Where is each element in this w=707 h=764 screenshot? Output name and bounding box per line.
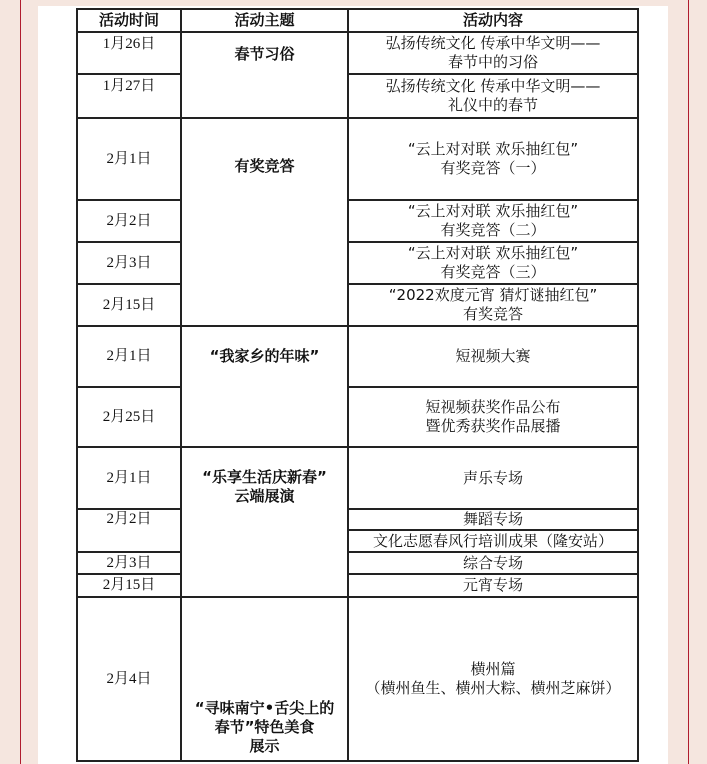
content-line: “云上对对联 欢乐抽红包” bbox=[407, 244, 579, 262]
date-cell: 1月26日 bbox=[77, 32, 181, 74]
theme-line: “乐享生活庆新春” bbox=[202, 468, 327, 486]
date-cell: 2月25日 bbox=[77, 387, 181, 447]
table-row bbox=[77, 326, 638, 387]
date-cell: 2月2日 bbox=[77, 509, 181, 552]
content-cell bbox=[348, 597, 638, 761]
content-cell bbox=[348, 32, 638, 74]
right-frame-line bbox=[688, 0, 689, 764]
table-row bbox=[77, 118, 638, 200]
content-cell bbox=[348, 552, 638, 574]
date-cell: 2月3日 bbox=[77, 242, 181, 284]
content-cell bbox=[348, 74, 638, 118]
header-date: 活动时间 bbox=[77, 9, 181, 32]
content-cell bbox=[348, 242, 638, 284]
content-line: 元宵专场 bbox=[462, 576, 523, 594]
left-frame-line bbox=[20, 0, 21, 764]
content-cell bbox=[348, 118, 638, 200]
content-line: “云上对对联 欢乐抽红包” bbox=[407, 202, 579, 220]
date-cell: 2月15日 bbox=[77, 284, 181, 326]
table-row bbox=[77, 387, 638, 447]
table-row bbox=[77, 447, 638, 509]
content-line: 弘扬传统文化 传承中华文明—— bbox=[385, 77, 601, 95]
content-line: 横州篇 bbox=[470, 660, 516, 678]
table-row bbox=[77, 242, 638, 284]
table-row bbox=[77, 552, 638, 574]
date-cell: 1月27日 bbox=[77, 74, 181, 118]
theme-line: “寻味南宁•舌尖上的 bbox=[194, 699, 335, 717]
content-line: 暨优秀获奖作品展播 bbox=[425, 417, 561, 435]
date-cell: 2月1日 bbox=[77, 118, 181, 200]
table-row bbox=[77, 200, 638, 242]
content-line: 文化志愿春风行培训成果（隆安站） bbox=[372, 531, 613, 550]
content-line: 短视频大赛 bbox=[455, 347, 531, 365]
table-row bbox=[77, 509, 638, 530]
date-cell: 2月3日 bbox=[77, 552, 181, 574]
theme-cell: 春节习俗 bbox=[181, 32, 348, 118]
content-cell bbox=[348, 530, 638, 552]
date-cell: 2月15日 bbox=[77, 574, 181, 597]
theme-cell bbox=[181, 447, 348, 597]
date-cell: 2月4日 bbox=[77, 597, 181, 761]
content-line: 有奖竞答（二） bbox=[440, 221, 546, 239]
content-line: 有奖竞答 bbox=[462, 305, 523, 323]
content-line: 综合专场 bbox=[462, 553, 523, 572]
content-line: 短视频获奖作品公布 bbox=[425, 398, 561, 416]
table-row bbox=[77, 597, 638, 761]
theme-cell bbox=[181, 597, 348, 761]
content-line: 弘扬传统文化 传承中华文明—— bbox=[385, 34, 601, 52]
table-header-row bbox=[77, 9, 638, 32]
content-line: 有奖竞答（一） bbox=[440, 159, 546, 177]
content-cell bbox=[348, 284, 638, 326]
theme-cell: 有奖竞答 bbox=[181, 118, 348, 326]
table-row bbox=[77, 574, 638, 597]
header-theme: 活动主题 bbox=[181, 9, 348, 32]
theme-cell: “我家乡的年味” bbox=[181, 326, 348, 447]
theme-line: 云端展演 bbox=[234, 487, 295, 505]
content-cell bbox=[348, 387, 638, 447]
content-line: 声乐专场 bbox=[462, 468, 523, 487]
date-cell: 2月1日 bbox=[77, 326, 181, 387]
header-content: 活动内容 bbox=[348, 9, 638, 32]
content-cell bbox=[348, 200, 638, 242]
activity-schedule-table bbox=[76, 8, 639, 762]
content-line: （横州鱼生、横州大粽、横州芝麻饼） bbox=[365, 679, 621, 697]
content-line: 春节中的习俗 bbox=[447, 53, 538, 71]
content-line: 礼仪中的春节 bbox=[447, 96, 538, 114]
content-line: 舞蹈专场 bbox=[462, 510, 523, 528]
content-line: “2022欢度元宵 猜灯谜抽红包” bbox=[388, 286, 598, 304]
content-cell bbox=[348, 509, 638, 530]
content-line: “云上对对联 欢乐抽红包” bbox=[407, 140, 579, 158]
date-cell: 2月1日 bbox=[77, 447, 181, 509]
theme-line: 展示 bbox=[249, 737, 280, 755]
content-cell bbox=[348, 326, 638, 387]
table-row bbox=[77, 32, 638, 74]
table-row bbox=[77, 74, 638, 118]
content-line: 有奖竞答（三） bbox=[440, 263, 546, 281]
date-cell: 2月2日 bbox=[77, 200, 181, 242]
table-row bbox=[77, 284, 638, 326]
content-cell bbox=[348, 574, 638, 597]
theme-line: 春节”特色美食 bbox=[214, 718, 315, 736]
content-cell bbox=[348, 447, 638, 509]
